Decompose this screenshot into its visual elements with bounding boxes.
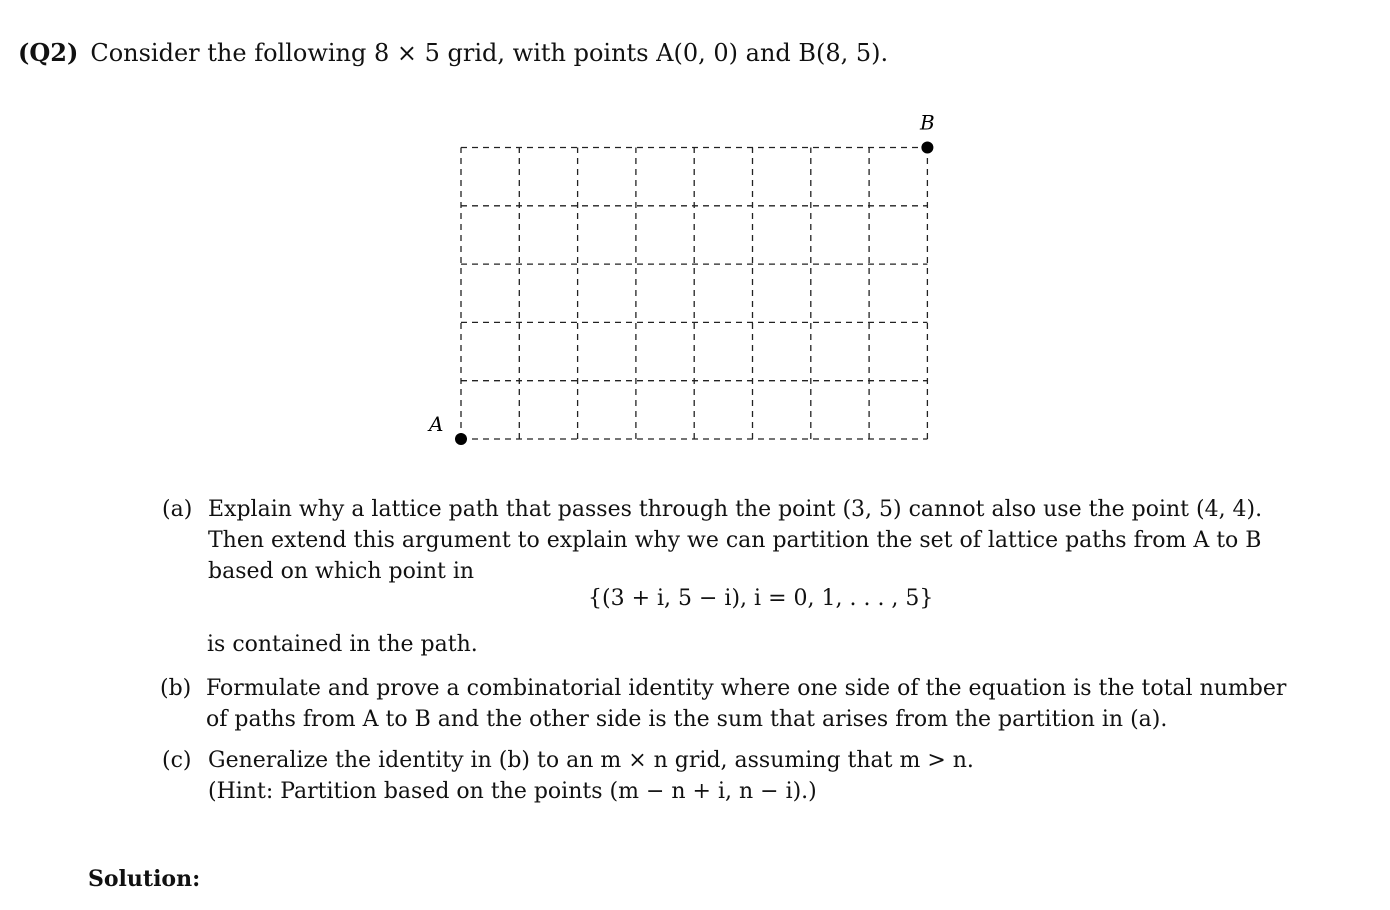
point-a-marker — [455, 433, 467, 445]
part-b-line-1: Formulate and prove a combinatorial identity where one side of the equation is the total number — [206, 676, 1287, 701]
solution-label: Solution: — [88, 866, 201, 892]
point-b-marker — [921, 142, 933, 154]
part-a-line-3: based on which point in — [208, 559, 475, 584]
part-a-label: (a) — [162, 497, 193, 522]
part-b-line-2: of paths from A to B and the other side is the sum that arises from the partition in (a). — [206, 707, 1168, 732]
part-a-line-1: Explain why a lattice path that passes through the point (3, 5) cannot also use the point (4, 4). — [208, 497, 1263, 522]
part-a-conclusion: is contained in the path. — [207, 632, 478, 657]
partition-set-math: {(3 + i, 5 − i), i = 0, 1, . . . , 5} — [588, 586, 934, 611]
part-c-line-2: (Hint: Partition based on the points (m − n + i, n − i).) — [208, 779, 817, 804]
part-c-label: (c) — [162, 748, 192, 773]
grid-lines — [461, 148, 927, 440]
part-b-label: (b) — [160, 676, 192, 701]
lattice-grid — [420, 105, 950, 455]
question-intro: Consider the following 8 × 5 grid, with points A(0, 0) and B(8, 5). — [90, 39, 889, 67]
question-header — [18, 38, 888, 67]
point-b-label: B — [920, 110, 935, 135]
question-number: (Q2) — [18, 38, 79, 67]
point-a-label: A — [429, 412, 444, 436]
part-a-line-2: Then extend this argument to explain why we can partition the set of lattice paths from A to B — [208, 528, 1262, 553]
part-c-line-1: Generalize the identity in (b) to an m × n grid, assuming that m > n. — [208, 748, 974, 773]
